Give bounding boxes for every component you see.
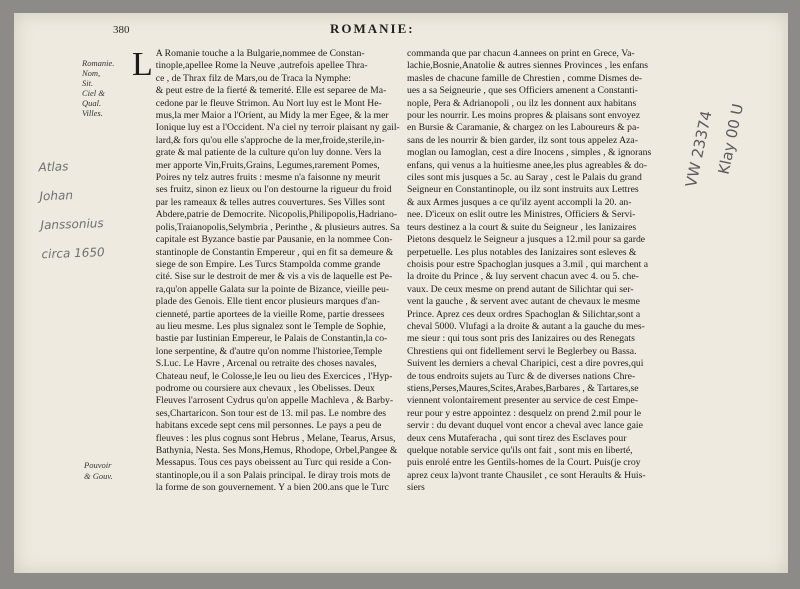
text-line: Chrestiens qui ont fidellement servi le Beglerbey ou Bassa. bbox=[407, 345, 637, 357]
text-line: sans de les nourrir & bien garder, ilz sont tous appelez Aza- bbox=[407, 134, 638, 146]
text-line: ues a sa Seigneurie , que ses Officiers amenent a Constanti- bbox=[407, 85, 638, 97]
text-line: me sieur : qui tous sont pris des Ianizaires ou des Renegats bbox=[407, 333, 635, 345]
handwritten-line: Janssonius bbox=[40, 216, 104, 233]
text-line: ses fruitz, sinon ez lieux ou l'on destourne la rigueur du froid bbox=[155, 184, 392, 196]
page-number: 380 bbox=[113, 24, 130, 36]
margin-note: Sit. bbox=[82, 78, 94, 88]
text-line: teurs destinez a la court & suite du Seigneur , les Ianizaires bbox=[407, 221, 637, 233]
text-line: plade des Genois. Elle tient encor plusieurs marques d'an- bbox=[155, 296, 381, 308]
text-line: Seigneur en Constantinople, ou ilz sont instruits aux Lettres bbox=[407, 184, 639, 196]
text-line: de tous endroits sujets au Turc & de diverses nations Chre- bbox=[407, 370, 636, 382]
text-line: nee. D'iceux on eslit outre les Ministres, Officiers & Servi- bbox=[407, 209, 636, 221]
text-line: Poires ny telz autres fruits : mesme n'a faisonne ny meurit bbox=[155, 172, 381, 184]
text-line: par les rameaux & telles autres couvertures. Ses Villes sont bbox=[155, 196, 385, 208]
text-line: cité. Sise sur le destroit de mer & vis a vis de laquelle est Pe- bbox=[155, 271, 393, 283]
text-line: ses,Chartaricon. Son tour est de 13. mil pas. Le nombre des bbox=[155, 407, 387, 419]
text-line: la forme de son gouvernement. Y a bien 200.ans que le Turc bbox=[155, 482, 389, 494]
text-line: vaux. De ceux mesme on prend autant de Silichtar qui ser- bbox=[407, 283, 634, 295]
text-line: Pietons desquelz le Seigneur a jusques a 12.mil pour sa garde bbox=[407, 234, 646, 246]
text-line: vent la gauche , & servent avec autant de chevaux le mesme bbox=[407, 296, 640, 308]
text-line: choisis pour estre Spachoglan jusques a 3.mil , qui marchent a bbox=[407, 258, 649, 270]
margin-note: Qual. bbox=[82, 98, 102, 108]
margin-note: Pouvoir bbox=[84, 460, 112, 470]
handwritten-line: Klay 00 U bbox=[714, 102, 748, 176]
text-line: fleuves : les plus cognus sont Hebrus , Melane, Tearus, Arsus, bbox=[155, 432, 396, 444]
margin-note: Villes. bbox=[82, 108, 103, 118]
handwritten-note-right bbox=[681, 60, 790, 240]
text-line: reur pour y estre appointez : desquelz on prend 2.mil pour le bbox=[407, 407, 642, 419]
text-column-left bbox=[132, 48, 400, 495]
text-line: Suivent les derniers a cheval Charipici, cest a dire povres,qui bbox=[407, 358, 644, 370]
text-line: A Romanie touche a la Bulgarie,nommee de Constan- bbox=[155, 48, 365, 59]
text-line: pour les nourrir. Les moins propres & plaisans sont envoyez bbox=[407, 110, 640, 122]
text-line: commanda que par chacun 4.annees on print en Grece, Va- bbox=[407, 48, 635, 59]
text-line: grate & mal patiente de la culture qu'on luy donne. Vers la bbox=[155, 147, 382, 159]
text-line: la droite du Prince , & luy servent chacun avec 4. ou 5. che- bbox=[407, 271, 639, 283]
text-line: Fleuves l'arrosent Cydrus qu'on appelle Machleva , & Barby- bbox=[155, 395, 394, 407]
handwritten-line: VW 23374 bbox=[681, 109, 716, 189]
text-line: ce , de Thrax filz de Mars,ou de Traca la Nymphe: bbox=[155, 72, 351, 84]
text-line: siers bbox=[407, 482, 425, 494]
handwritten-line: circa 1650 bbox=[41, 245, 105, 262]
text-line: servir : du devant duquel vont encor a cheval avec lance gaie bbox=[407, 420, 643, 432]
text-line: cienneté, partie aportees de la vieille Rome, partie dressees bbox=[155, 308, 385, 320]
text-line: & aux Armes jusques a ce qu'ilz ayent accompli la 20. an- bbox=[407, 196, 632, 208]
text-line: moglan ou Iamoglan, cest a dire Inocens , simples , & ignorans bbox=[407, 147, 652, 159]
handwritten-note-left bbox=[38, 151, 117, 270]
text-line: ra,qu'on appelle Galata sur la pointe de Bizance, vieille peu- bbox=[155, 283, 390, 295]
text-line: capitale est Byzance bastie par Pausanie, en la nommee Con- bbox=[155, 234, 393, 246]
text-line: habitans excede sept cens mil personnes. Le pays a peu de bbox=[155, 420, 382, 432]
text-line: stiens,Perses,Maures,Scites,Arabes,Barbares , & Tartares,se bbox=[407, 382, 639, 394]
text-line: mer apporte Vin,Fruits,Grains, Legumes,rarement Pomes, bbox=[155, 159, 380, 171]
text-line: cedone par le fleuve Strimon. Au Nort luy est le Mont He- bbox=[155, 97, 382, 109]
margin-notes-bottom bbox=[84, 460, 132, 482]
text-line: Bathynia, Nesta. Ses Mons,Hemus, Rhodope, Orbel,Pangee & bbox=[155, 445, 398, 456]
text-line: polis,Traianopolis,Selymbria , Perinthe , & plusieurs autres. Sa bbox=[155, 221, 400, 233]
text-line: masles de chacune famille de Chrestien , comme Dismes de- bbox=[407, 72, 643, 84]
text-line: & peut estre de la fierté & temerité. Elle est separee de Ma- bbox=[155, 85, 387, 97]
text-line: S.Luc. Le Havre , Arcenal ou retraite des choses navales, bbox=[155, 358, 377, 370]
text-line: Ionique luy est a l'Occident. N'a ciel ny terroir plaisant ny gail- bbox=[155, 122, 400, 134]
text-line: deux cens Mutaferacha , qui sont tirez des Esclaves pour bbox=[407, 432, 627, 444]
text-line: tinople,apellee Rome la Neuve ,autrefois apellee Thra- bbox=[155, 60, 368, 72]
text-line: enfans, qui venus a la huitiesme anee,les plus agreables & do- bbox=[407, 159, 647, 171]
margin-note: Nom, bbox=[82, 68, 101, 78]
text-line: Prince. Aprez ces deux ordres Spachoglan & Silichtar,sont a bbox=[407, 308, 641, 320]
text-line: nople, Pera & Adrianopoli , ou ilz les donnent aux habitans bbox=[407, 97, 637, 109]
drop-cap: L bbox=[132, 46, 153, 83]
text-line: Chateau neuf, le Colosse,le Ieu ou lieu des Exercices , l'Hyp- bbox=[155, 370, 393, 382]
text-line: stantinople,ou il a son Palais principal. Ie diray trois mots de bbox=[155, 469, 391, 481]
text-line: mus,la mer Maior a l'Orient, au Midy la mer Egee, & la mer bbox=[155, 110, 389, 122]
text-column-right bbox=[407, 48, 692, 495]
text-line: lone serpentine, & d'autre qu'on nomme l'historiee,Temple bbox=[155, 345, 383, 357]
handwritten-line: Johan bbox=[39, 188, 74, 204]
margin-notes-top bbox=[82, 58, 130, 118]
text-line: perpetuelle. Les plus notables des Ianizaires sont esleves & bbox=[407, 246, 637, 258]
text-line: cheval 5000. Vlufagi a la droite & autant a la gauche du mes- bbox=[407, 320, 645, 332]
page-header: ROMANIE: bbox=[330, 21, 415, 36]
handwritten-line: Atlas bbox=[38, 159, 69, 175]
text-line: stantinople de Constantin Empereur , qui en fit sa demeure & bbox=[155, 246, 394, 258]
text-line: aprez ceux la)vont trante Chausilet , ce sont Heraults & Huis- bbox=[407, 469, 646, 481]
text-line: bastie par Iustinian Empereur, le Palais de Constantin,la co- bbox=[155, 333, 388, 345]
text-line: au lieu mesme. Les plus signalez sont le Temple de Sophie, bbox=[155, 320, 386, 332]
text-line: viennent volontairement presenter au service de cest Empe- bbox=[407, 395, 639, 407]
text-line: lard,& fors qu'ou elle s'approche de la mer,froide,sterile,in- bbox=[155, 134, 385, 146]
text-line: podrome ou coursiere aux chevaux , les Obelisses. Deux bbox=[155, 382, 375, 394]
text-line: puis enrolé entre les Gentils-homes de la Court. Puis(je croy bbox=[407, 457, 641, 469]
text-line: siege de son Empire. Les Turcs Stampolda comme grande bbox=[155, 258, 381, 270]
text-line: quelque notable service qu'ils ont fait , sont mis en liberté, bbox=[407, 445, 633, 456]
text-line: Abdere,patrie de Democrite. Nicopolis,Philipopolis,Hadriano- bbox=[155, 209, 398, 221]
margin-note: Romanie. bbox=[82, 58, 115, 68]
margin-note: Ciel & bbox=[82, 88, 105, 98]
text-line: ciles sont mis jusques a 5c. au Saray , cest le Palais du grand bbox=[407, 172, 642, 184]
margin-note: & Gouv. bbox=[84, 471, 113, 481]
text-line: en Bursie & Caramanie, & chargez on les Laboureurs & pa- bbox=[407, 122, 640, 134]
text-line: lachie,Bosnie,Anatolie & autres siennes Provinces , les enfans bbox=[407, 60, 649, 72]
text-line: Messapus. Tous ces pays obeissent au Turc qui reside a Con- bbox=[155, 457, 392, 469]
